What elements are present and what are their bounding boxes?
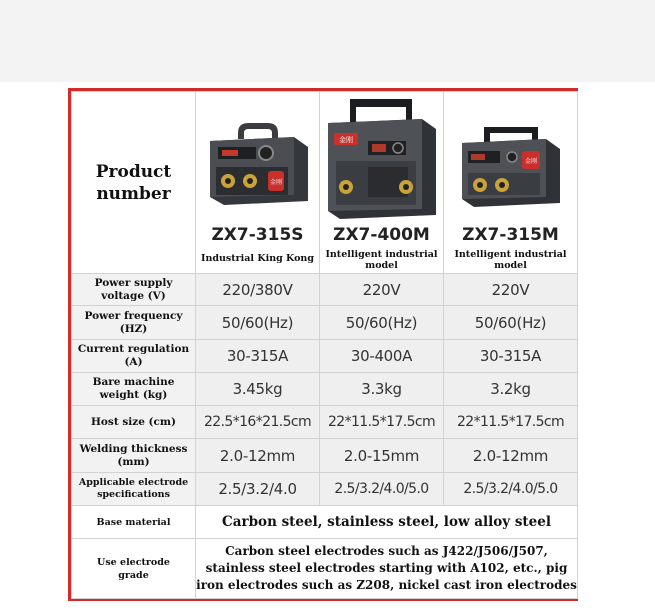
row-label-size: Host size (cm) bbox=[72, 406, 196, 439]
table-cell: 220V bbox=[444, 274, 578, 306]
product-subtitle-3: Intelligent industrial model bbox=[454, 248, 567, 271]
brand-badge-2: 金刚 bbox=[339, 135, 353, 144]
table-cell: 30-315A bbox=[196, 340, 320, 373]
table-cell: 220/380V bbox=[196, 274, 320, 306]
table-row bbox=[72, 306, 578, 340]
table-cell: 3.2kg bbox=[444, 373, 578, 406]
table-row bbox=[72, 340, 578, 373]
row-label-electrode-grade: Use electrode grade bbox=[72, 539, 196, 599]
product-model-1: ZX7-315S bbox=[211, 224, 304, 245]
spec-table-frame bbox=[68, 88, 578, 601]
table-row bbox=[72, 373, 578, 406]
product-subtitle-1: Industrial King Kong bbox=[201, 252, 314, 264]
table-cell: 22.5*16*21.5cm bbox=[196, 406, 320, 439]
table-row bbox=[72, 539, 578, 599]
electrode-grade-value: Carbon steel electrodes such as J422/J506/J507, stainless steel electrodes starting with A102, etc., pig iron electrodes such as Z208, nickel cast iron electrodes bbox=[196, 539, 578, 599]
table-cell: 50/60(Hz) bbox=[444, 306, 578, 340]
table-cell: 50/60(Hz) bbox=[320, 306, 444, 340]
table-row bbox=[72, 439, 578, 473]
table-cell: 2.0-12mm bbox=[196, 439, 320, 473]
table-row bbox=[72, 506, 578, 539]
table-cell: 30-400A bbox=[320, 340, 444, 373]
table-cell: 3.45kg bbox=[196, 373, 320, 406]
header-label: Product number bbox=[72, 92, 196, 274]
row-label-voltage: Power supply voltage (V) bbox=[72, 274, 196, 306]
brand-badge-3: 金刚 bbox=[524, 157, 538, 165]
page-top-background bbox=[0, 0, 655, 82]
welder-400m-image bbox=[322, 93, 440, 221]
row-label-frequency: Power frequency (HZ) bbox=[72, 306, 196, 340]
spec-table bbox=[71, 91, 578, 599]
table-cell: 2.0-15mm bbox=[320, 439, 444, 473]
row-label-weight: Bare machine weight (kg) bbox=[72, 373, 196, 406]
table-row bbox=[72, 473, 578, 506]
table-cell: 22*11.5*17.5cm bbox=[320, 406, 444, 439]
row-label-electrode-spec: Applicable electrode specifications bbox=[72, 473, 196, 506]
brand-badge-1: 金刚 bbox=[269, 178, 283, 186]
product-subtitle-2: Intelligent industrial model bbox=[325, 248, 438, 271]
table-cell: 220V bbox=[320, 274, 444, 306]
table-row bbox=[72, 406, 578, 439]
table-cell: 2.0-12mm bbox=[444, 439, 578, 473]
base-material-value: Carbon steel, stainless steel, low alloy steel bbox=[196, 506, 578, 539]
row-label-thickness: Welding thickness (mm) bbox=[72, 439, 196, 473]
table-row bbox=[72, 274, 578, 306]
product-model-3: ZX7-315M bbox=[462, 224, 559, 245]
product-header-row bbox=[72, 92, 578, 274]
product-cell-2 bbox=[320, 92, 444, 274]
table-cell: 2.5/3.2/4.0 bbox=[196, 473, 320, 506]
welder-315s-image bbox=[204, 123, 312, 205]
table-cell: 2.5/3.2/4.0/5.0 bbox=[320, 473, 444, 506]
row-label-current: Current regulation (A) bbox=[72, 340, 196, 373]
table-cell: 3.3kg bbox=[320, 373, 444, 406]
row-label-base-material: Base material bbox=[72, 506, 196, 539]
table-cell: 30-315A bbox=[444, 340, 578, 373]
product-cell-3 bbox=[444, 92, 578, 274]
table-cell: 50/60(Hz) bbox=[196, 306, 320, 340]
welder-315m-image bbox=[458, 121, 566, 207]
table-cell: 2.5/3.2/4.0/5.0 bbox=[444, 473, 578, 506]
product-cell-1 bbox=[196, 92, 320, 274]
table-cell: 22*11.5*17.5cm bbox=[444, 406, 578, 439]
product-model-2: ZX7-400M bbox=[333, 224, 430, 245]
